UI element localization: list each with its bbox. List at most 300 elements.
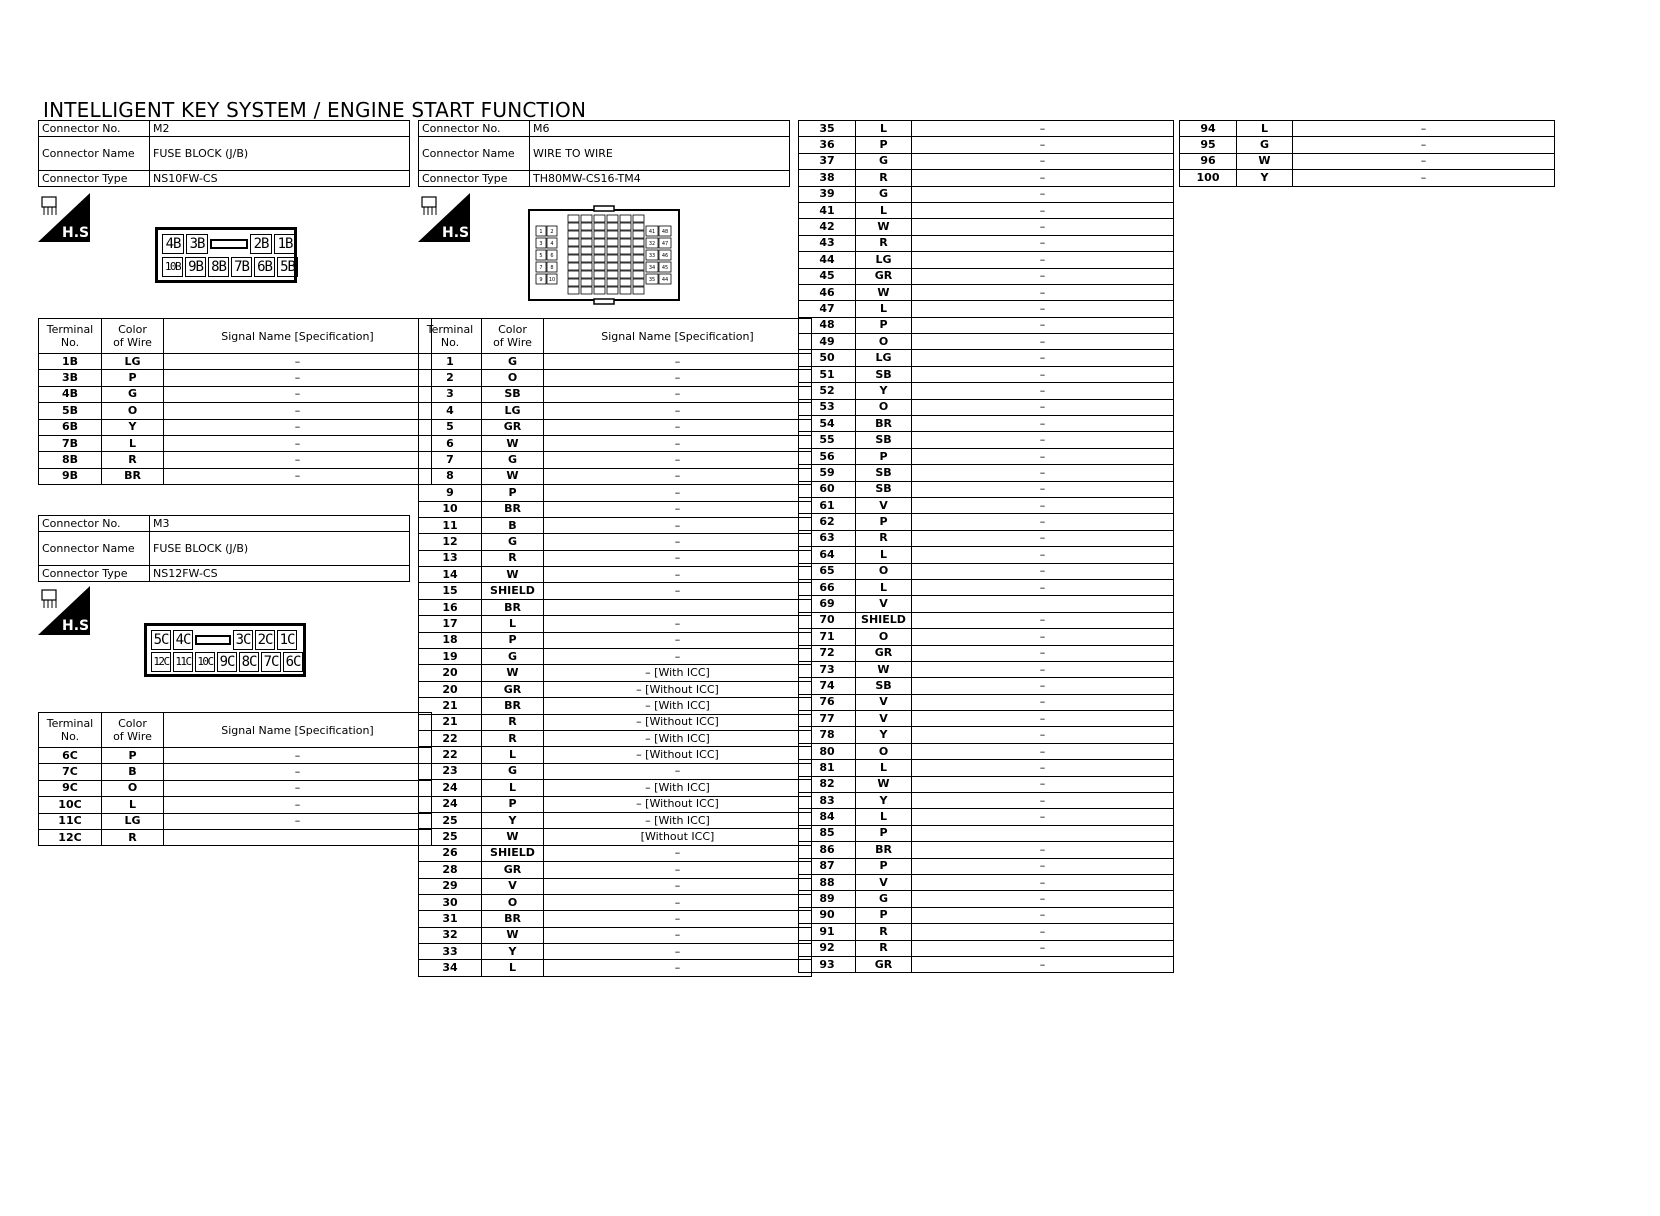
signal-name: – — [544, 534, 812, 550]
wire-color: V — [856, 694, 912, 710]
pin-cell: 4B — [162, 234, 184, 254]
wire-color: SB — [856, 432, 912, 448]
pin-label: 5 — [539, 253, 543, 259]
pin-cell — [594, 215, 605, 222]
table-row — [1180, 137, 1555, 153]
label-connector-type: Connector Type — [419, 171, 530, 187]
terminal-no: 62 — [799, 514, 856, 530]
terminal-no: 22 — [419, 730, 482, 746]
wire-color: G — [856, 153, 912, 169]
pin-cell — [620, 271, 631, 278]
connector-type-value: NS12FW-CS — [150, 566, 410, 582]
table-row — [799, 432, 1174, 448]
label-connector-type: Connector Type — [39, 171, 150, 187]
wire-color-header: Color of Wire — [102, 319, 164, 354]
signal-name: – — [912, 137, 1174, 153]
table-row — [799, 530, 1174, 546]
pin-cell — [620, 263, 631, 270]
wire-color: O — [856, 629, 912, 645]
table-row — [799, 202, 1174, 218]
signal-name: – — [912, 383, 1174, 399]
terminal-no: 70 — [799, 612, 856, 628]
wire-color: G — [482, 534, 544, 550]
table-row — [39, 403, 432, 419]
pin-cell — [620, 239, 631, 246]
harness-side-icon — [418, 193, 475, 242]
pin-label: 7 — [539, 265, 543, 271]
terminal-no: 6B — [39, 419, 102, 435]
table-row — [419, 468, 812, 484]
pin-label: 6 — [550, 253, 554, 259]
terminal-no: 86 — [799, 842, 856, 858]
wire-color: L — [482, 616, 544, 632]
table-row — [799, 907, 1174, 923]
wire-color: R — [856, 235, 912, 251]
wire-color: W — [482, 927, 544, 943]
wire-color: W — [482, 435, 544, 451]
pin-label: 34 — [648, 265, 656, 271]
table-row — [799, 596, 1174, 612]
pin-cell: 7B — [231, 257, 252, 277]
connector-face-bottom-row — [162, 257, 298, 277]
pin-cell — [620, 279, 631, 286]
pin-cell — [581, 223, 592, 230]
terminal-no: 33 — [419, 944, 482, 960]
terminal-no: 8 — [419, 468, 482, 484]
terminal-no: 6 — [419, 435, 482, 451]
pin-cell — [633, 223, 644, 230]
terminal-no: 17 — [419, 616, 482, 632]
signal-header: Signal Name [Specification] — [164, 713, 432, 748]
pin-cell — [568, 247, 579, 254]
signal-name: – [Without ICC] — [544, 714, 812, 730]
pin-cell — [620, 255, 631, 262]
wire-color: G — [482, 763, 544, 779]
terminal-no: 94 — [1180, 121, 1237, 137]
wire-color: W — [856, 284, 912, 300]
terminal-no: 61 — [799, 497, 856, 513]
terminal-no: 1B — [39, 354, 102, 370]
terminal-header: Terminal No. — [39, 319, 102, 354]
table-row — [799, 956, 1174, 972]
table-row — [419, 419, 812, 435]
terminal-no: 11C — [39, 813, 102, 829]
connector-type-value: TH80MW-CS16-TM4 — [530, 171, 790, 187]
connector-name-value: WIRE TO WIRE — [530, 137, 790, 171]
table-row — [419, 878, 812, 894]
wire-color: P — [856, 514, 912, 530]
pin-cell: 1C — [277, 630, 297, 650]
signal-name: – — [544, 468, 812, 484]
pin-cell: 9B — [185, 257, 206, 277]
terminal-no: 5B — [39, 403, 102, 419]
pin-cell: 5C — [151, 630, 171, 650]
signal-name — [912, 596, 1174, 612]
pin-cell — [620, 223, 631, 230]
signal-name: – — [164, 797, 432, 813]
terminal-no: 84 — [799, 809, 856, 825]
wire-color: G — [482, 354, 544, 370]
wire-color: V — [856, 711, 912, 727]
signal-name: – [Without ICC] — [544, 747, 812, 763]
connector-m6-pin-table — [418, 318, 812, 977]
terminal-no: 34 — [419, 960, 482, 976]
table-row — [419, 829, 812, 845]
wire-color: L — [856, 547, 912, 563]
wire-color: W — [482, 829, 544, 845]
wire-color: L — [856, 202, 912, 218]
table-row — [799, 629, 1174, 645]
pin-cell — [633, 255, 644, 262]
table-row — [799, 579, 1174, 595]
signal-name: – — [544, 354, 812, 370]
signal-name: – — [544, 845, 812, 861]
signal-name: – — [544, 435, 812, 451]
terminal-no: 8B — [39, 452, 102, 468]
wire-color: W — [856, 661, 912, 677]
wire-color: L — [482, 960, 544, 976]
table-row — [39, 797, 432, 813]
table-row — [799, 465, 1174, 481]
harness-side-icon — [38, 193, 95, 242]
wire-color: R — [856, 940, 912, 956]
signal-name: – — [912, 219, 1174, 235]
terminal-no: 16 — [419, 599, 482, 615]
terminal-no: 66 — [799, 579, 856, 595]
terminal-no: 47 — [799, 301, 856, 317]
table-row — [799, 399, 1174, 415]
signal-name: – — [544, 911, 812, 927]
wire-color: SB — [856, 481, 912, 497]
table-row — [419, 452, 812, 468]
pin-cell: 8B — [208, 257, 229, 277]
connector-m6-info — [418, 120, 790, 187]
table-row — [419, 730, 812, 746]
table-row — [799, 874, 1174, 890]
connector-m3-info — [38, 515, 410, 582]
table-row — [799, 809, 1174, 825]
signal-name: – — [544, 862, 812, 878]
wire-color: BR — [482, 698, 544, 714]
hs-label: H.S. — [62, 618, 95, 634]
terminal-no: 21 — [419, 698, 482, 714]
signal-name: – — [544, 894, 812, 910]
terminal-no: 31 — [419, 911, 482, 927]
wire-color: LG — [856, 252, 912, 268]
signal-name: – — [544, 567, 812, 583]
signal-name: – — [164, 403, 432, 419]
table-row — [799, 416, 1174, 432]
pin-cell — [568, 263, 579, 270]
wire-color: P — [856, 858, 912, 874]
wire-color: G — [482, 649, 544, 665]
signal-name: – — [912, 776, 1174, 792]
table-row — [799, 661, 1174, 677]
table-row — [419, 862, 812, 878]
signal-name: – — [912, 874, 1174, 890]
table-row — [799, 727, 1174, 743]
pin-cell — [581, 287, 592, 294]
pin-cell — [581, 247, 592, 254]
table-row — [799, 760, 1174, 776]
terminal-no: 82 — [799, 776, 856, 792]
pin-cell: 6C — [283, 652, 303, 672]
table-row — [1180, 153, 1555, 169]
terminal-no: 12 — [419, 534, 482, 550]
wire-color: V — [482, 878, 544, 894]
terminal-no: 50 — [799, 350, 856, 366]
connector-m3-pin-table — [38, 712, 432, 846]
signal-name: – — [912, 842, 1174, 858]
connector-m2-pin-table — [38, 318, 432, 485]
terminal-no: 54 — [799, 416, 856, 432]
terminal-no: 14 — [419, 567, 482, 583]
pin-label: 10 — [548, 277, 556, 283]
pin-cell — [594, 279, 605, 286]
signal-name: – — [912, 366, 1174, 382]
wire-color: P — [856, 137, 912, 153]
terminal-no: 2 — [419, 370, 482, 386]
pin-cell — [581, 239, 592, 246]
pin-cell — [633, 279, 644, 286]
signal-name: [Without ICC] — [544, 829, 812, 845]
table-row — [39, 764, 432, 780]
wire-color: R — [856, 924, 912, 940]
terminal-no: 10 — [419, 501, 482, 517]
wire-color: O — [856, 399, 912, 415]
table-row — [419, 714, 812, 730]
signal-name: – [With ICC] — [544, 812, 812, 828]
signal-name: – [With ICC] — [544, 730, 812, 746]
table-row — [799, 481, 1174, 497]
table-row — [799, 219, 1174, 235]
wire-color: L — [856, 760, 912, 776]
terminal-no: 53 — [799, 399, 856, 415]
wire-color: BR — [482, 501, 544, 517]
table-row — [799, 793, 1174, 809]
terminal-no: 76 — [799, 694, 856, 710]
wire-color: LG — [102, 354, 164, 370]
wire-color: Y — [1237, 170, 1293, 186]
terminal-no: 24 — [419, 780, 482, 796]
terminal-no: 90 — [799, 907, 856, 923]
table-row — [799, 514, 1174, 530]
terminal-no: 36 — [799, 137, 856, 153]
wire-color: BR — [856, 842, 912, 858]
pin-cell — [607, 279, 618, 286]
signal-name: – — [912, 186, 1174, 202]
pin-cell — [568, 215, 579, 222]
signal-name: – — [912, 530, 1174, 546]
pin-cell: 10B — [162, 257, 183, 277]
pin-cell — [607, 271, 618, 278]
table-row — [419, 812, 812, 828]
connector-m2-face — [155, 227, 297, 283]
pin-cell — [594, 287, 605, 294]
signal-name: – — [912, 481, 1174, 497]
signal-name: – [With ICC] — [544, 665, 812, 681]
connector-no-value: M3 — [150, 516, 410, 532]
table-row — [419, 354, 812, 370]
wire-color: SHIELD — [856, 612, 912, 628]
signal-header: Signal Name [Specification] — [164, 319, 432, 354]
wire-color: O — [856, 563, 912, 579]
pin-cell: 7C — [261, 652, 281, 672]
pin-label: 41 — [648, 229, 656, 235]
connector-m6-face — [528, 206, 680, 304]
table-row — [419, 517, 812, 533]
table-row — [419, 567, 812, 583]
terminal-no: 88 — [799, 874, 856, 890]
terminal-no: 96 — [1180, 153, 1237, 169]
signal-name: – — [164, 386, 432, 402]
wire-color: SB — [856, 465, 912, 481]
wire-color: W — [856, 219, 912, 235]
signal-name: – — [164, 780, 432, 796]
pin-label: 45 — [661, 265, 669, 271]
signal-name: – — [912, 334, 1174, 350]
hs-label: H.S. — [62, 225, 95, 241]
signal-name: – — [912, 858, 1174, 874]
table-row — [419, 501, 812, 517]
pin-cell: 8C — [239, 652, 259, 672]
terminal-no: 1 — [419, 354, 482, 370]
table-row — [419, 763, 812, 779]
table-row — [799, 383, 1174, 399]
terminal-no: 37 — [799, 153, 856, 169]
terminal-no: 78 — [799, 727, 856, 743]
wire-color: Y — [482, 944, 544, 960]
terminal-no: 20 — [419, 681, 482, 697]
wire-color: GR — [482, 419, 544, 435]
wire-color: V — [856, 596, 912, 612]
wire-color: R — [856, 170, 912, 186]
pin-cell — [607, 263, 618, 270]
terminal-no: 64 — [799, 547, 856, 563]
terminal-no: 77 — [799, 711, 856, 727]
wire-color: LG — [102, 813, 164, 829]
signal-name: – — [1293, 170, 1555, 186]
signal-name: – — [1293, 153, 1555, 169]
wire-color: LG — [482, 403, 544, 419]
wire-color: Y — [856, 383, 912, 399]
terminal-no: 69 — [799, 596, 856, 612]
table-row — [419, 534, 812, 550]
pin-cell — [620, 215, 631, 222]
wire-color: R — [482, 550, 544, 566]
terminal-no: 21 — [419, 714, 482, 730]
signal-name: – — [544, 517, 812, 533]
wire-color: P — [102, 748, 164, 764]
signal-name: – — [912, 579, 1174, 595]
wire-color: SHIELD — [482, 845, 544, 861]
table-row — [799, 711, 1174, 727]
table-row — [39, 386, 432, 402]
wire-color: G — [482, 452, 544, 468]
label-connector-name: Connector Name — [39, 137, 150, 171]
connector-m6-pin-table-continued — [798, 120, 1174, 973]
pin-label: 46 — [661, 253, 669, 259]
table-row — [799, 612, 1174, 628]
signal-name: – — [912, 153, 1174, 169]
signal-name: – — [164, 354, 432, 370]
signal-name: – — [912, 202, 1174, 218]
table-row — [799, 366, 1174, 382]
signal-name: – — [912, 416, 1174, 432]
table-row — [799, 842, 1174, 858]
terminal-no: 3 — [419, 386, 482, 402]
table-row — [799, 121, 1174, 137]
terminal-no: 56 — [799, 448, 856, 464]
wire-color: SHIELD — [482, 583, 544, 599]
pin-cell — [581, 279, 592, 286]
terminal-no: 9B — [39, 468, 102, 484]
terminal-no: 32 — [419, 927, 482, 943]
page-title: INTELLIGENT KEY SYSTEM / ENGINE START FUNCTION — [43, 98, 587, 122]
terminal-no: 10C — [39, 797, 102, 813]
table-row — [39, 354, 432, 370]
connector-type-value: NS10FW-CS — [150, 171, 410, 187]
terminal-no: 46 — [799, 284, 856, 300]
wire-color: BR — [856, 416, 912, 432]
terminal-no: 4 — [419, 403, 482, 419]
label-connector-no: Connector No. — [419, 121, 530, 137]
wire-color: P — [856, 448, 912, 464]
table-row — [799, 694, 1174, 710]
terminal-no: 49 — [799, 334, 856, 350]
table-row — [419, 435, 812, 451]
connector-no-value: M2 — [150, 121, 410, 137]
table-row — [419, 747, 812, 763]
table-row — [799, 350, 1174, 366]
wire-color: Y — [102, 419, 164, 435]
wire-color: L — [482, 780, 544, 796]
table-row — [799, 858, 1174, 874]
signal-name: – — [912, 317, 1174, 333]
pin-label: 4 — [550, 241, 554, 247]
pin-cell: 12C — [151, 652, 171, 672]
signal-name: – — [912, 547, 1174, 563]
signal-name: – — [544, 386, 812, 402]
table-row — [799, 284, 1174, 300]
wire-color: G — [856, 891, 912, 907]
wire-color: P — [482, 632, 544, 648]
terminal-no: 29 — [419, 878, 482, 894]
terminal-no: 6C — [39, 748, 102, 764]
terminal-header: Terminal No. — [39, 713, 102, 748]
wire-color: W — [482, 665, 544, 681]
signal-name — [912, 825, 1174, 841]
signal-name: – — [544, 763, 812, 779]
terminal-no: 44 — [799, 252, 856, 268]
pin-cell — [633, 247, 644, 254]
pin-cell — [568, 239, 579, 246]
signal-name: – — [912, 465, 1174, 481]
wire-color-header: Color of Wire — [482, 319, 544, 354]
connector-name-value: FUSE BLOCK (J/B) — [150, 137, 410, 171]
terminal-no: 9 — [419, 485, 482, 501]
signal-name: – — [912, 612, 1174, 628]
signal-name: – — [912, 645, 1174, 661]
pin-label: 9 — [539, 277, 543, 283]
pin-cell — [607, 231, 618, 238]
wire-color: O — [482, 894, 544, 910]
signal-name: – — [912, 743, 1174, 759]
signal-name: – [Without ICC] — [544, 681, 812, 697]
table-row — [1180, 121, 1555, 137]
terminal-no: 91 — [799, 924, 856, 940]
connector-latch — [210, 239, 248, 249]
